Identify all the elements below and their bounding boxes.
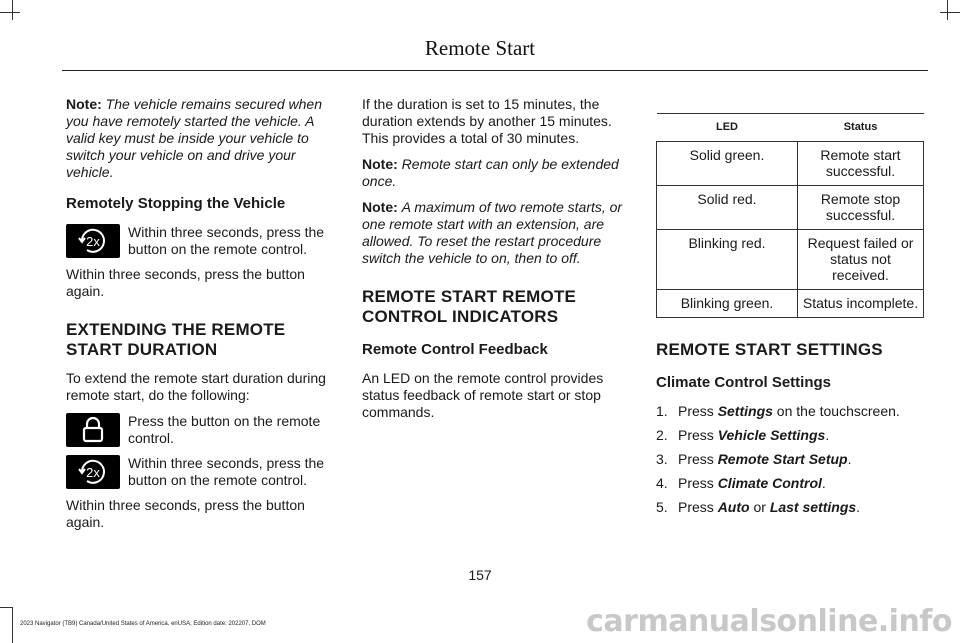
crop-mark [12, 607, 13, 643]
table-cell-status: Remote stop successful. [798, 186, 924, 230]
note-label: Note: [362, 156, 398, 172]
table-cell-led: Solid red. [657, 186, 798, 230]
double-press-icon-caption: 2x [86, 465, 100, 480]
extend-intro-text: To extend the remote start duration during remote start, do the following: [66, 370, 326, 403]
note-text: Remote start can only be extended once. [362, 156, 619, 189]
section-heading-climate-control: Climate Control Settings [656, 374, 832, 391]
note-text: A maximum of two remote starts, or one remote start with an extension, are allowed. To reset the restart procedure switch the vehicle to on, then to off. [362, 199, 623, 266]
step-text: Press [678, 427, 718, 443]
table-header-led: LED [657, 114, 798, 142]
stop-instruction-row [66, 224, 332, 258]
duration-paragraph: If the duration is set to 15 minutes, the duration extends by another 15 minutes. This provides a total of 30 minutes. [362, 96, 612, 146]
step-number: 2. [656, 427, 668, 443]
section-heading-remote-start-settings: REMOTE START SETTINGS [656, 340, 883, 359]
step-text: Press [678, 475, 718, 491]
double-press-instruction-text: Within three seconds, press the button on the remote control. [128, 455, 325, 488]
note-vehicle-secured [66, 96, 332, 181]
column-left [66, 96, 332, 540]
double-press-icon [66, 224, 120, 258]
step-text: . [821, 475, 826, 491]
led-status-table [656, 113, 924, 318]
step-text: or [749, 499, 770, 515]
page-header-title: Remote Start [424, 36, 536, 60]
double-press-icon-caption: 2x [86, 234, 100, 249]
list-item [656, 403, 928, 420]
section-heading-extending-duration: EXTENDING THE REMOTE START DURATION [66, 320, 286, 359]
section-heading-remotely-stopping: Remotely Stopping the Vehicle [66, 195, 286, 212]
table-row [657, 142, 924, 186]
step-number: 3. [656, 451, 668, 467]
double-press-icon [66, 455, 120, 489]
section-heading-remote-feedback: Remote Control Feedback [362, 341, 548, 358]
watermark-logo: carmanualsonline.info [586, 604, 952, 639]
step-text: Press [678, 499, 718, 515]
climate-steps-list [656, 403, 928, 516]
step-number: 4. [656, 475, 668, 491]
table-row [657, 230, 924, 290]
feedback-paragraph: An LED on the remote control provides status feedback of remote start or stop commands. [362, 370, 604, 420]
list-item [656, 427, 928, 444]
stop-instruction-after: Within three seconds, press the button again. [66, 266, 305, 299]
crop-mark [12, 0, 13, 20]
table-cell-status: Request failed or status not received. [798, 230, 924, 290]
lock-instruction-row [66, 413, 332, 447]
step-menu-label: Auto [717, 499, 750, 515]
lock-instruction-text: Press the button on the remote control. [128, 413, 321, 446]
table-header-row [657, 114, 924, 142]
step-text: Press [678, 403, 718, 419]
step-menu-label: Vehicle Settings [717, 427, 826, 443]
crop-mark [0, 607, 13, 608]
stop-instruction-text: Within three seconds, press the button on the remote control. [128, 224, 325, 257]
step-menu-label: Remote Start Setup [717, 451, 848, 467]
step-number: 5. [656, 499, 668, 515]
table-row [657, 290, 924, 318]
crop-mark [940, 12, 960, 13]
note-text: The vehicle remains secured when you have remotely started the vehicle. A valid key must be inside your vehicle to switch your vehicle on and drive your vehicle. [66, 96, 323, 180]
step-text: . [856, 499, 861, 515]
double-press-instruction-after: Within three seconds, press the button again. [66, 497, 305, 530]
column-right [656, 96, 928, 523]
note-extended-once [362, 156, 632, 190]
table-cell-led: Solid green. [657, 142, 798, 186]
lock-icon [66, 413, 120, 447]
crop-mark [947, 0, 948, 20]
table-cell-status: Remote start successful. [798, 142, 924, 186]
header-divider [62, 70, 928, 71]
step-menu-label: Last settings [769, 499, 857, 515]
step-text: on the touchscreen. [772, 403, 900, 419]
note-maximum-starts [362, 199, 632, 267]
list-item [656, 475, 928, 492]
column-middle [362, 96, 632, 430]
section-heading-indicators: REMOTE START REMOTE CONTROL INDICATORS [362, 287, 577, 326]
step-menu-label: Settings [717, 403, 773, 419]
edition-footer: 2023 Navigator (TB9) Canada/United States of America, enUSA, Edition date: 202207, DOM [20, 621, 266, 627]
table-cell-status: Status incomplete. [798, 290, 924, 318]
page-number: 157 [468, 567, 492, 583]
step-text: Press [678, 451, 718, 467]
table-header-status: Status [798, 114, 924, 142]
step-number: 1. [656, 403, 668, 419]
double-press-instruction-row [66, 455, 332, 489]
note-label: Note: [362, 199, 398, 215]
table-cell-led: Blinking green. [657, 290, 798, 318]
note-label: Note: [66, 96, 102, 112]
table-cell-led: Blinking red. [657, 230, 798, 290]
step-text: . [825, 427, 830, 443]
list-item [656, 451, 928, 468]
step-menu-label: Climate Control [717, 475, 822, 491]
list-item [656, 499, 928, 516]
step-text: . [847, 451, 852, 467]
crop-mark [0, 12, 20, 13]
table-row [657, 186, 924, 230]
